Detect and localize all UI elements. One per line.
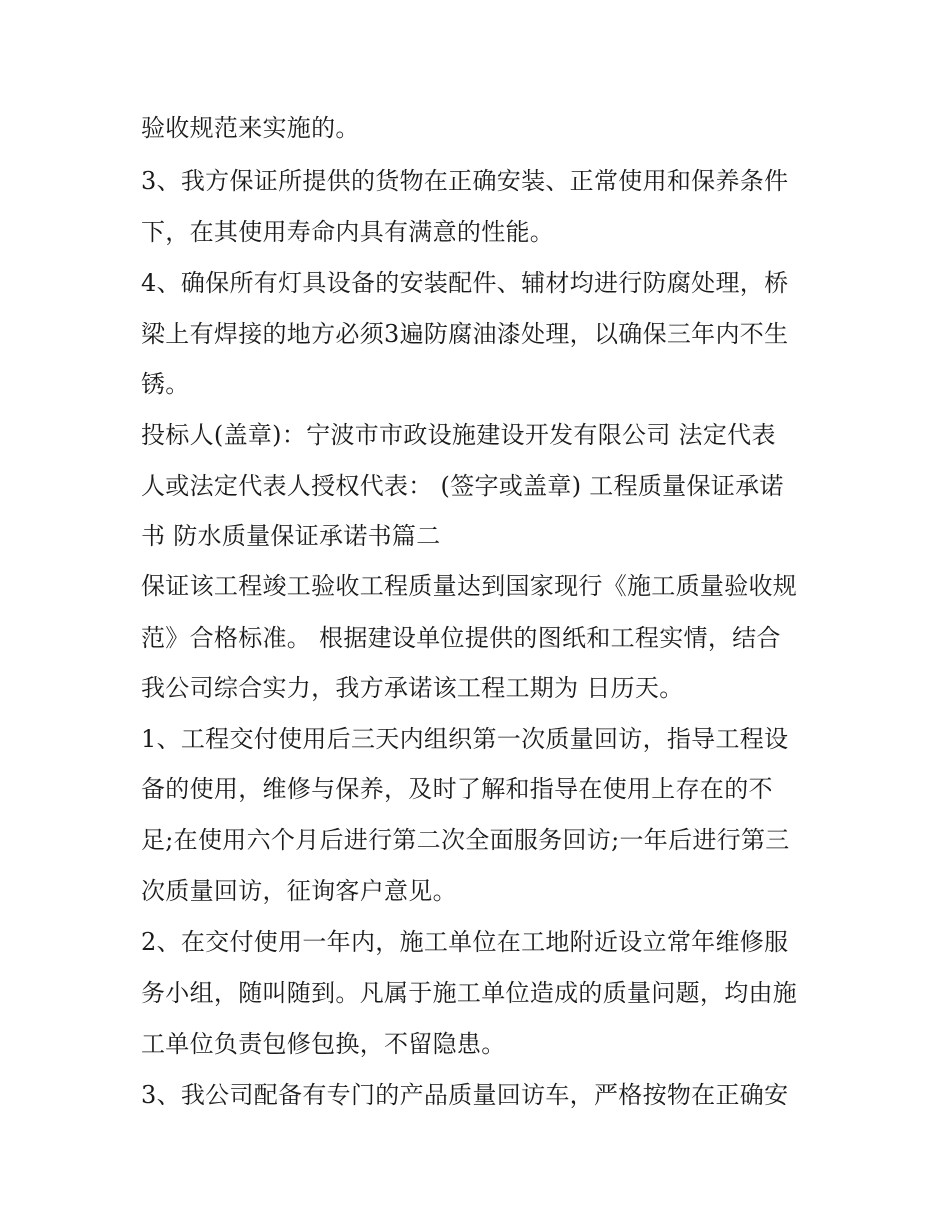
text-line: 3、我方保证所提供的货物在正确安装、正常使用和保养条件: [141, 167, 789, 195]
text-line: 人或法定代表人授权代表： (签字或盖章) 工程质量保证承诺: [141, 472, 784, 500]
text-line: 备的使用，维修与保养，及时了解和指导在使用上存在的不: [141, 775, 773, 803]
text-line: 我公司综合实力，我方承诺该工程工期为 日历天。: [141, 674, 684, 702]
text-line: 下，在其使用寿命内具有满意的性能。: [141, 218, 555, 246]
text-line: 验收规范来实施的。: [141, 114, 360, 142]
text-line: 书 防水质量保证承诺书篇二: [141, 522, 441, 550]
text-line: 4、确保所有灯具设备的安装配件、辅材均进行防腐处理，桥: [141, 269, 789, 297]
text-line: 1、工程交付使用后三天内组织第一次质量回访，指导工程设: [141, 725, 789, 753]
text-line: 3、我公司配备有专门的产品质量回访车，严格按物在正确安: [141, 1081, 789, 1109]
text-line: 足;在使用六个月后进行第二次全面服务回访;一年后进行第三: [141, 826, 790, 854]
text-line: 2、在交付使用一年内，施工单位在工地附近设立常年维修服: [141, 928, 789, 956]
text-line: 工单位负责包修包换，不留隐患。: [141, 1030, 506, 1058]
text-line: 范》合格标准。 根据建设单位提供的图纸和工程实情，结合: [141, 624, 781, 652]
text-line: 梁上有焊接的地方必须3遍防腐油漆处理，以确保三年内不生: [141, 320, 789, 348]
text-line: 务小组，随叫随到。凡属于施工单位造成的质量问题，均由施: [141, 979, 798, 1007]
text-line: 保证该工程竣工验收工程质量达到国家现行《施工质量验收规: [141, 572, 798, 600]
text-line: 锈。: [141, 370, 190, 398]
text-line: 投标人(盖章)：宁波市市政设施建设开发有限公司 法定代表: [141, 421, 776, 449]
text-line: 次质量回访，征询客户意见。: [141, 877, 457, 905]
